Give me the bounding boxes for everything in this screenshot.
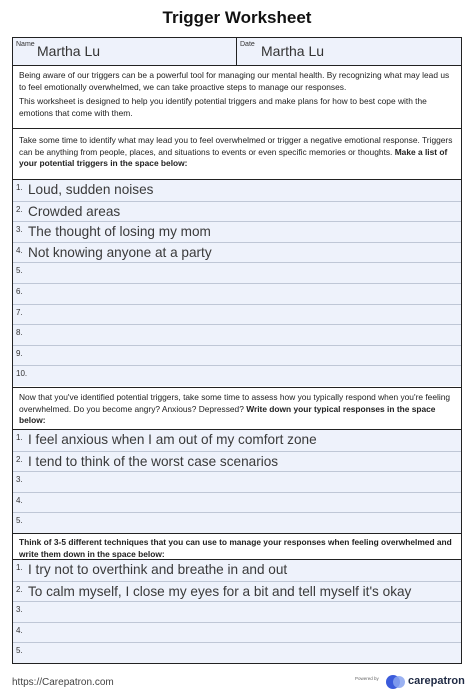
- triggers-prompt: [13, 135, 461, 170]
- carepatron-logo-icon: [386, 674, 406, 690]
- header-fields: [13, 38, 461, 65]
- line-answer-text: Loud, sudden noises: [28, 182, 154, 197]
- line-number: 1.: [16, 183, 23, 192]
- responses-prompt: [13, 392, 461, 427]
- line-number: 6.: [16, 286, 23, 296]
- line-answer-text: Not knowing anyone at a party: [28, 244, 212, 260]
- answer-line[interactable]: [13, 512, 461, 533]
- line-number: 5.: [16, 516, 23, 526]
- triggers-list: [13, 180, 461, 386]
- answer-line[interactable]: [13, 365, 461, 386]
- line-answer-text: The thought of losing my mom: [28, 224, 211, 240]
- carepatron-link[interactable]: https://Carepatron.com: [12, 677, 114, 688]
- answer-line[interactable]: [13, 221, 461, 242]
- divider: [13, 533, 461, 534]
- answer-line[interactable]: [13, 324, 461, 345]
- line-number: 8.: [16, 328, 23, 338]
- answer-line[interactable]: [13, 283, 461, 304]
- powered-by-label: Powered by: [355, 676, 379, 681]
- line-number: 9.: [16, 348, 23, 358]
- answer-line[interactable]: [13, 201, 461, 222]
- name-label: Name: [16, 41, 35, 48]
- triggers-prompt-text: Take some time to identify what may lead you to feel overwhelmed or trigger a negative emotional response. Triggers can be anything from people, places, and situations to events or even specific memories or thoughts.: [19, 135, 453, 157]
- answer-line[interactable]: [13, 451, 461, 472]
- intro-section: [13, 70, 461, 119]
- techniques-list: [13, 560, 461, 663]
- intro-paragraph-2: This worksheet is designed to help you identify potential triggers and make plans for how to best cope with the emotions that come with them.: [19, 96, 427, 118]
- line-number: 7.: [16, 307, 23, 317]
- techniques-prompt-bold: Think of 3-5 different techniques that you can use to manage your responses when feeling overwhelmed and write them down in the space below:: [19, 537, 452, 559]
- worksheet-title: Trigger Worksheet: [162, 8, 312, 27]
- line-answer-text: To calm myself, I close my eyes for a bit and tell myself it's okay: [28, 583, 412, 599]
- responses-list: [13, 430, 461, 533]
- line-number: 3.: [16, 225, 23, 235]
- intro-paragraph-1: Being aware of our triggers can be a powerful tool for managing our mental health. By recognizing what may lead us to feel emotionally overwhelmed, we can take proactive steps to manage our responses.: [19, 70, 450, 92]
- line-answer-text: I feel anxious when I am out of my comfort zone: [28, 432, 317, 447]
- techniques-prompt: [13, 537, 461, 560]
- answer-line[interactable]: [13, 262, 461, 283]
- answer-line[interactable]: [13, 642, 461, 663]
- line-number: 4.: [16, 245, 23, 255]
- date-value: Martha Lu: [261, 43, 325, 59]
- name-field[interactable]: [13, 38, 237, 65]
- line-number: 2.: [16, 454, 23, 464]
- line-answer-text: Crowded areas: [28, 203, 121, 219]
- divider: [13, 128, 461, 129]
- line-number: 1.: [16, 563, 23, 572]
- line-number: 4.: [16, 625, 23, 635]
- answer-line[interactable]: [13, 430, 461, 451]
- line-number: 3.: [16, 605, 23, 615]
- line-number: 4.: [16, 495, 23, 505]
- line-number: 10.: [16, 369, 28, 379]
- answer-line[interactable]: [13, 560, 461, 581]
- responses-prompt-bold: Write down your typical responses in the space below:: [19, 403, 436, 426]
- line-answer-text: I try not to overthink and breathe in and out: [28, 562, 288, 577]
- line-answer-text: I tend to think of the worst case scenarios: [28, 453, 279, 469]
- line-number: 2.: [16, 204, 23, 214]
- answer-line[interactable]: [13, 492, 461, 513]
- divider: [13, 387, 461, 388]
- line-number: 2.: [16, 584, 23, 594]
- answer-line[interactable]: [13, 471, 461, 492]
- carepatron-brand-name: carepatron: [408, 675, 465, 687]
- line-number: 5.: [16, 266, 23, 276]
- answer-line[interactable]: [13, 304, 461, 325]
- responses-prompt-text: Now that you've identified potential triggers, take some time to assess how you typically respond when you're feeling overwhelmed. Do you become angry? Anxious? Depressed?: [19, 392, 451, 414]
- date-label: Date: [240, 41, 255, 48]
- divider: [13, 65, 461, 66]
- answer-line[interactable]: [13, 581, 461, 602]
- answer-line[interactable]: [13, 601, 461, 622]
- line-number: 3.: [16, 475, 23, 485]
- answer-line[interactable]: [13, 180, 461, 201]
- name-value: Martha Lu: [37, 43, 101, 59]
- date-field[interactable]: [237, 38, 461, 65]
- answer-line[interactable]: [13, 345, 461, 366]
- answer-line[interactable]: [13, 242, 461, 263]
- line-number: 1.: [16, 433, 23, 442]
- worksheet-form: [12, 37, 462, 664]
- triggers-prompt-bold: Make a list of your potential triggers in the space below:: [19, 146, 448, 169]
- answer-line[interactable]: [13, 622, 461, 643]
- line-number: 5.: [16, 646, 23, 656]
